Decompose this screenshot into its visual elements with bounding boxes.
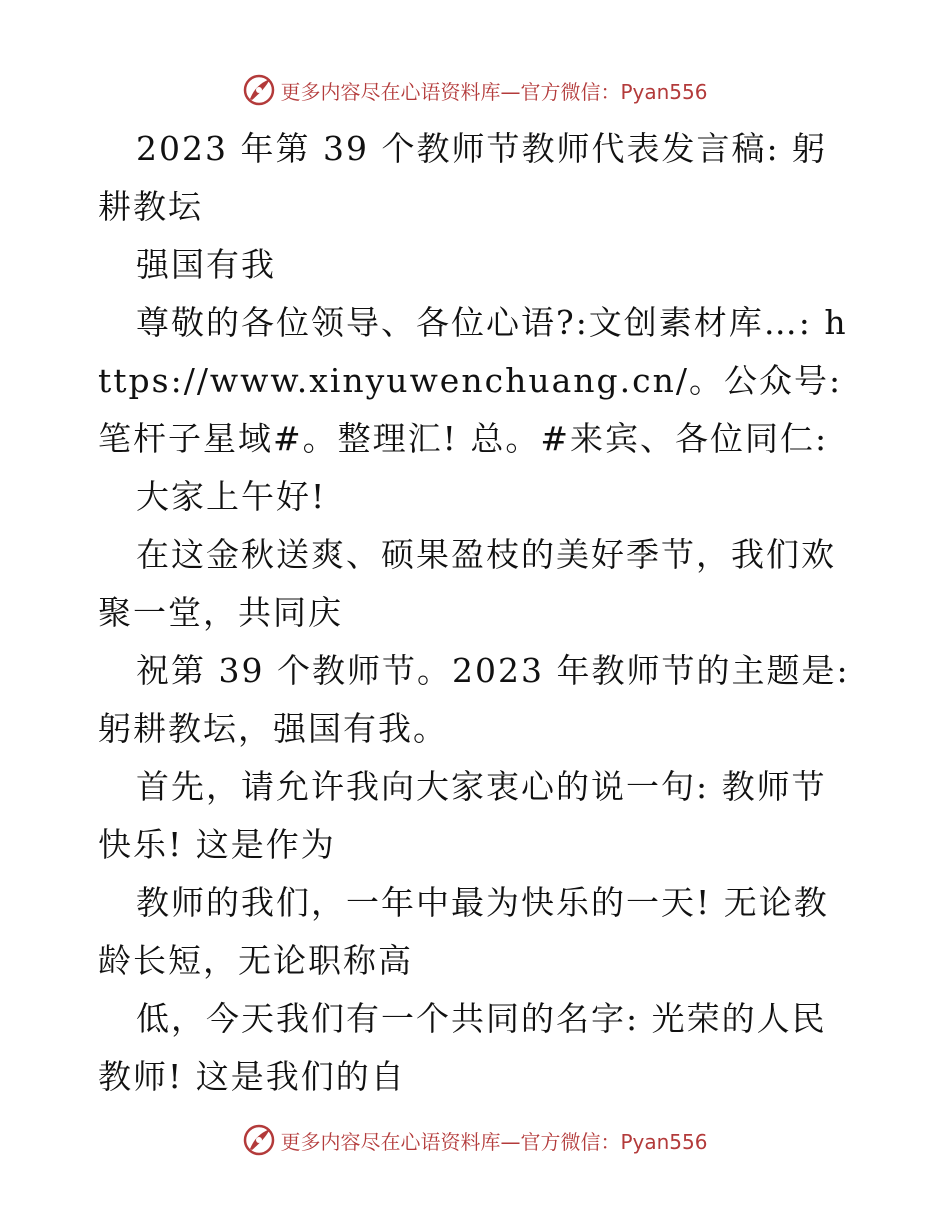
footer-banner [0,1120,950,1160]
paragraph-greeting: 大家上午好! [136,477,327,516]
paragraph-title: 2023 年第 39 个教师节教师代表发言稿: 躬耕教坛 [98,129,828,226]
document-body [98,120,858,1106]
paragraph-body: 祝第 39 个教师节。2023 年教师节的主题是: 躬耕教坛，强国有我。 [98,651,850,748]
paragraph-body: 低，今天我们有一个共同的名字: 光荣的人民教师! 这是我们的自 [98,999,827,1096]
paragraph-body: 教师的我们，一年中最为快乐的一天! 无论教龄长短，无论职称高 [98,883,829,980]
footer-banner-text: 更多内容尽在心语资料库—官方微信：Pyan556 [280,1129,708,1154]
pen-nib-logo-icon [242,1123,276,1157]
paragraph-subtitle: 强国有我 [136,245,276,284]
header-banner [0,70,950,110]
header-banner-text: 更多内容尽在心语资料库—官方微信：Pyan556 [280,79,708,104]
pen-nib-logo-icon [242,73,276,107]
paragraph-body: 在这金秋送爽、硕果盈枝的美好季节，我们欢聚一堂，共同庆 [98,535,836,632]
paragraph-body: 首先，请允许我向大家衷心的说一句: 教师节快乐! 这是作为 [98,767,827,864]
paragraph-salutation: 尊敬的各位领导、各位心语?:文创素材库…: https://www.xinyuwenchuang.cn/。公众号: 笔杆子星域#。整理汇! 总。#来宾、各位同仁: [98,303,848,458]
